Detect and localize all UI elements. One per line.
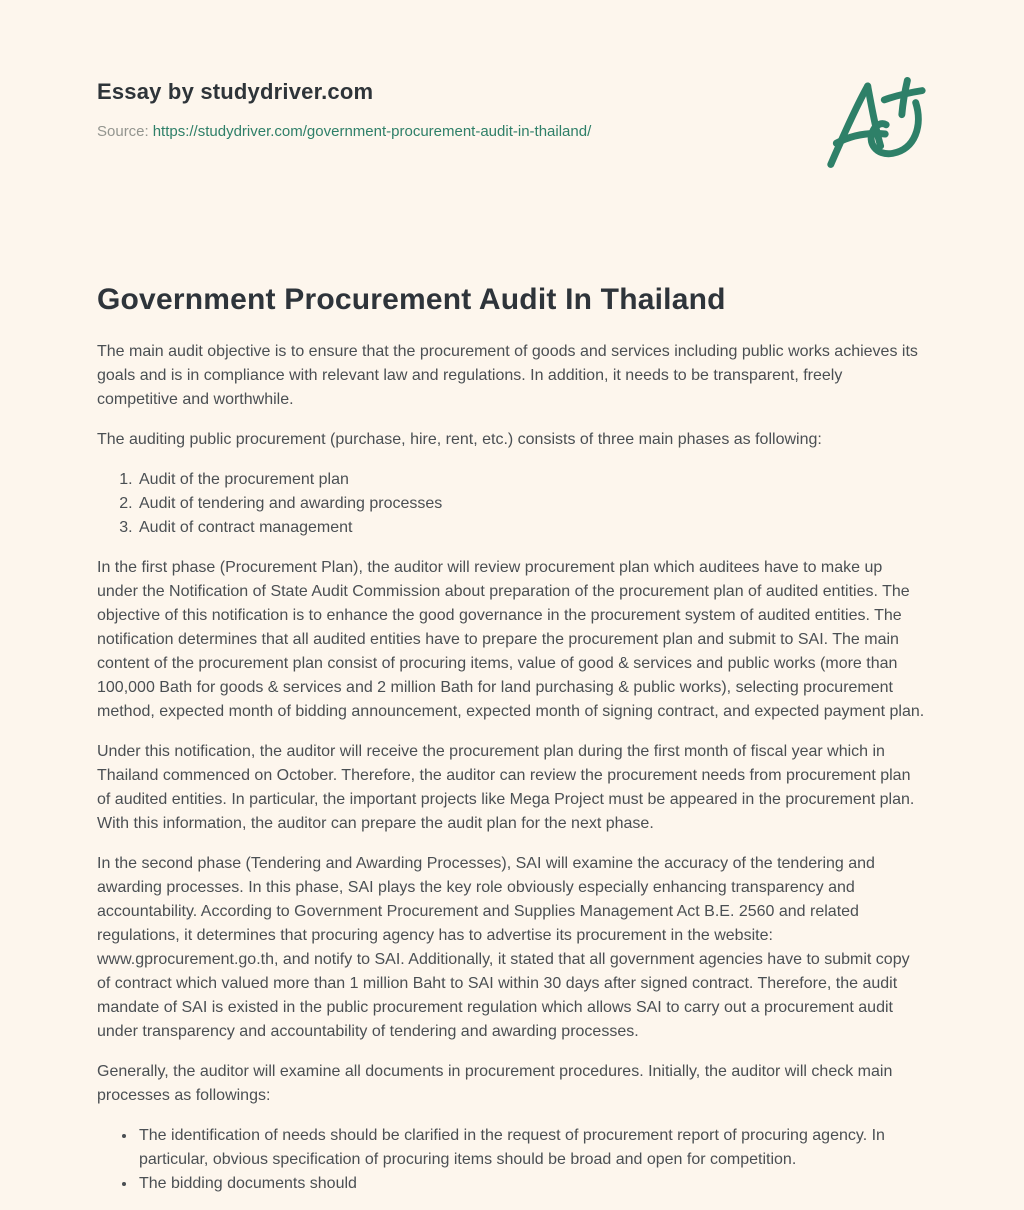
page-header xyxy=(97,78,927,170)
paragraph-first-phase: In the first phase (Procurement Plan), the auditor will review procurement plan which auditees have to make up under the Notification of State Audit Commission about preparation of the procurement plan of audited entities. The objective of this notification is to enhance the good governance in the procurement system of audited entities. The notification determines that all audited entities have to prepare the procurement plan and submit to SAI. The main content of the procurement plan consist of procuring items, value of good & services and public works (more than 100,000 Bath for goods & services and 2 million Bath for land purchasing & public works), selecting procurement method, expected month of bidding announcement, expected month of signing contract, and expected payment plan. xyxy=(97,559,925,720)
list-item: • The bidding documents should xyxy=(137,1172,927,1196)
list-item: • The identification of needs should be clarified in the request of procurement report of procuring agency. In particular, obvious specification of procuring items should be broad and open for competition. xyxy=(137,1124,927,1172)
a-plus-logo-icon xyxy=(823,74,929,170)
paragraph-three-phases-intro: The auditing public procurement (purchase, hire, rent, etc.) consists of three main phases as following: xyxy=(97,431,822,448)
paragraph-generally: Generally, the auditor will examine all documents in procurement procedures. Initially, the auditor will check main processes as followings: xyxy=(97,1063,893,1104)
list-item: 3. Audit of contract management xyxy=(137,516,927,540)
source-url-link[interactable]: https://studydriver.com/government-procurement-audit-in-thailand/ xyxy=(152,123,592,140)
essay-article xyxy=(97,282,927,1196)
essay-by-heading: Essay by studydriver.com xyxy=(97,79,374,104)
paragraph-under-notification: Under this notification, the auditor will receive the procurement plan during the first month of fiscal year which in Thailand commenced on October. Therefore, the auditor can review the procurement needs from procurement plan of audited entities. In particular, the important projects like Mega Project must be appeared in the procurement plan. With this information, the auditor can prepare the audit plan for the next phase. xyxy=(97,743,915,832)
header-text-block xyxy=(97,78,823,142)
list-item: 1. Audit of the procurement plan xyxy=(137,468,927,492)
paragraph-audit-objective: The main audit objective is to ensure that the procurement of goods and services including public works achieves its goals and is in compliance with relevant law and regulations. In addition, it needs to be transparent, freely competitive and worthwhile. xyxy=(97,343,918,408)
check-processes-bullet-list xyxy=(97,1124,927,1196)
page-title: Government Procurement Audit In Thailand xyxy=(97,283,726,316)
list-item: 2. Audit of tendering and awarding processes xyxy=(137,492,927,516)
source-label: Source: xyxy=(97,123,149,140)
source-line xyxy=(97,122,823,142)
paragraph-second-phase: In the second phase (Tendering and Awarding Processes), SAI will examine the accuracy of the tendering and awarding processes. In this phase, SAI plays the key role obviously especially enhancing transparency and accountability. According to Government Procurement and Supplies Management Act B.E. 2560 and related regulations, it determines that procuring agency has to advertise its procurement in the website: www.gprocurement.go.th, and notify to SAI. Additionally, it stated that all government agencies have to submit copy of contract which valued more than 1 million Baht to SAI within 30 days after signed contract. Therefore, the audit mandate of SAI is existed in the public procurement regulation which allows SAI to carry out a procurement audit under transparency and accountability of tendering and awarding processes. xyxy=(97,855,910,1040)
phases-numbered-list xyxy=(97,468,927,540)
